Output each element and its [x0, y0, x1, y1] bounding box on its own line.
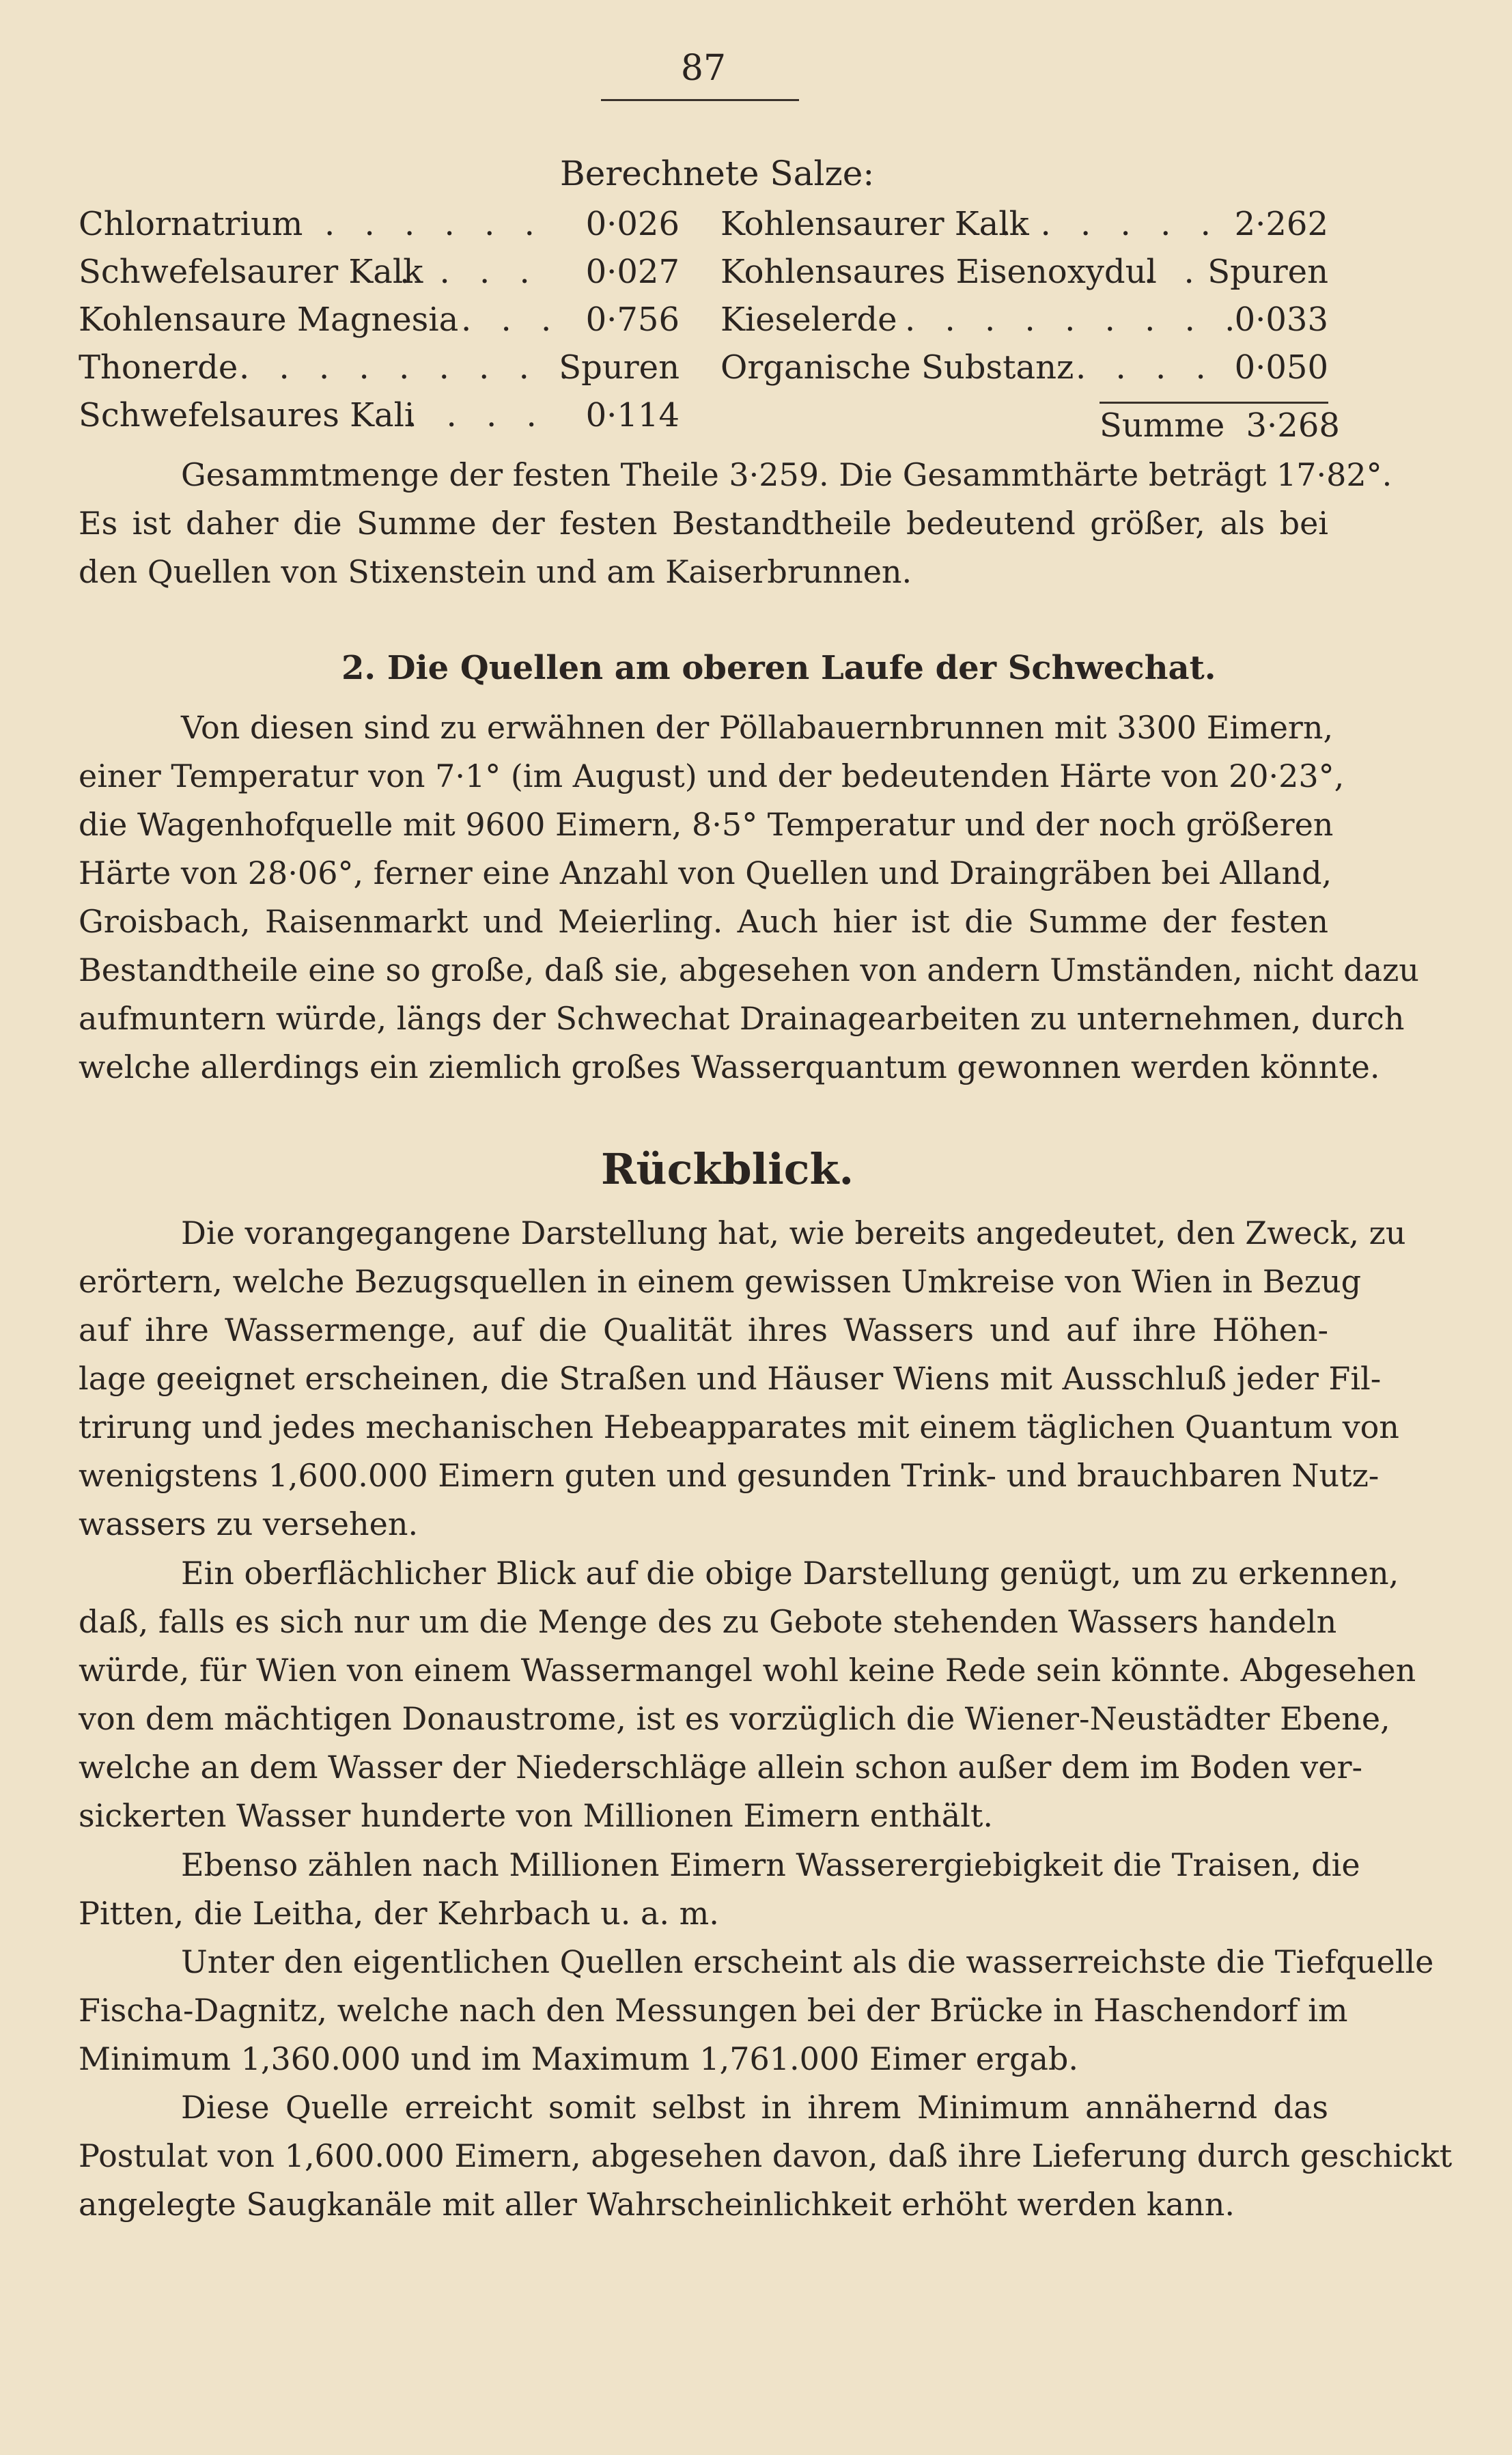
text-line: erörtern, welche Bezugsquellen in einem gewissen Umkreise von Wien in Bezug [79, 1263, 1362, 1300]
salt-value: 0·026 [585, 205, 680, 243]
page-number: 87 [680, 48, 727, 89]
salt-row-right-4 [720, 348, 1328, 396]
salt-row-left-5 [79, 396, 680, 444]
salt-value: 2·262 [1234, 205, 1328, 243]
text-line: Unter den eigentlichen Quellen erscheint als die wasserreichste die Tiefquelle [181, 1943, 1434, 1980]
text-line: trirung und jedes mechanischen Hebeapparates mit einem täglichen Quantum von [79, 1409, 1399, 1445]
text-line: Die vorangegangene Darstellung hat, wie bereits angedeutet, den Zweck, zu [181, 1215, 1406, 1251]
text-line: daß, falls es sich nur um die Menge des zu Gebote stehenden Wassers handeln [79, 1603, 1337, 1640]
leader-dots: . . [1144, 253, 1204, 291]
text-line: einer Temperatur von 7·1° (im August) und der bedeutenden Härte von 20·23°, [79, 758, 1345, 794]
salt-name: Thonerde [79, 348, 238, 387]
computed-salts-heading: Berechnete Salze: [560, 154, 875, 193]
salt-value: 0·756 [585, 301, 680, 339]
salt-name: Kohlensaurer Kalk [720, 205, 1029, 243]
paragraph-2 [79, 1549, 1416, 1840]
paragraph-5 [79, 2083, 1453, 2229]
text-line: Pitten, die Leitha, der Kehrbach u. a. m. [79, 1895, 719, 1932]
text-line: würde, für Wien von einem Wassermangel wohl keine Rede sein könnte. Abgesehen [79, 1652, 1416, 1689]
leader-dots: . . . . [406, 396, 546, 434]
salt-row-left-2 [79, 253, 680, 301]
leader-dots: . . . . . . . . . [239, 348, 579, 387]
text-line: angelegte Saugkanäle mit aller Wahrscheinlichkeit erhöht werden kann. [79, 2186, 1235, 2223]
salt-row-left-3 [79, 301, 680, 348]
text-line: Von diesen sind zu erwähnen der Pöllabauernbrunnen mit 3300 Eimern, [181, 709, 1334, 746]
text-line: wenigstens 1,600.000 Eimern guten und gesunden Trink- und brauchbaren Nutz- [79, 1457, 1380, 1494]
salt-value: 0·027 [585, 253, 680, 291]
leader-dots: . . . . . . [324, 205, 544, 243]
leader-dots: . . . [461, 301, 561, 339]
salt-row-left-1 [79, 205, 680, 253]
sum-total [1100, 406, 1340, 445]
leader-dots: . . . . . . . . . [905, 301, 1245, 339]
section2-paragraph [79, 704, 1419, 1092]
text-line: Groisbach, Raisenmarkt und Meierling. Auch hier ist die Summe der festen [79, 903, 1328, 940]
salt-value: Spuren [559, 348, 680, 387]
salt-row-right-2 [720, 253, 1328, 301]
text-line: Minimum 1,360.000 und im Maximum 1,761.000 Eimer ergab. [79, 2040, 1078, 2077]
text-line: welche an dem Wasser der Niederschläge allein schon außer dem im Boden ver- [79, 1749, 1363, 1786]
text-line: Diese Quelle erreicht somit selbst in ihrem Minimum annähernd das [181, 2089, 1328, 2126]
text-line: sickerten Wasser hunderte von Millionen Eimern enthält. [79, 1797, 993, 1834]
salt-name: Kohlensaures Eisenoxydul [720, 253, 1157, 291]
leader-dots: . . . . . . [1000, 205, 1220, 243]
salt-name: Schwefelsaurer Kalk [79, 253, 423, 291]
text-line: aufmuntern würde, längs der Schwechat Drainagearbeiten zu unternehmen, durch [79, 1000, 1405, 1037]
leader-dots: . . . . [1076, 348, 1216, 387]
salt-value: Spuren [1207, 253, 1328, 291]
text-line: den Quellen von Stixenstein und am Kaiserbrunnen. [79, 553, 912, 590]
sum-value: 3·268 [1246, 406, 1340, 445]
salt-row-right-1 [720, 205, 1328, 253]
salt-row-right-3 [720, 301, 1328, 348]
text-line: von dem mächtigen Donaustrome, ist es vorzüglich die Wiener-Neustädter Ebene, [79, 1700, 1390, 1737]
salt-value: 0·114 [585, 396, 680, 434]
text-line: Postulat von 1,600.000 Eimern, abgesehen davon, daß ihre Lieferung durch geschickt [79, 2137, 1453, 2174]
text-line: die Wagenhofquelle mit 9600 Eimern, 8·5° Temperatur und der noch größeren [79, 806, 1334, 843]
text-line: Es ist daher die Summe der festen Bestandtheile bedeutend größer, als bei [79, 505, 1328, 542]
sum-rule [1100, 402, 1328, 404]
rueckblick-heading: Rückblick. [601, 1144, 854, 1194]
salt-row-left-4 [79, 348, 680, 396]
intro-paragraph [79, 451, 1392, 596]
salt-value: 0·050 [1234, 348, 1328, 387]
paragraph-4 [79, 1938, 1434, 2083]
text-line: Bestandtheile eine so große, daß sie, abgesehen von andern Umständen, nicht dazu [79, 952, 1419, 988]
salt-name: Chlornatrium [79, 205, 303, 243]
text-line: wassers zu versehen. [79, 1506, 419, 1542]
salt-name: Kieselerde [720, 301, 897, 339]
text-line: auf ihre Wassermenge, auf die Qualität ihres Wassers und auf ihre Höhen- [79, 1312, 1328, 1348]
text-line: welche allerdings ein ziemlich großes Wasserquantum gewonnen werden könnte. [79, 1049, 1380, 1085]
salt-name: Kohlensaure Magnesia [79, 301, 459, 339]
sum-label: Summe [1100, 406, 1225, 445]
salt-name: Organische Substanz [720, 348, 1074, 387]
leader-dots: . . . . [400, 253, 540, 291]
subsection-heading: 2. Die Quellen am oberen Laufe der Schwechat. [341, 649, 1216, 687]
text-line: Härte von 28·06°, ferner eine Anzahl von Quellen und Draingräben bei Alland, [79, 855, 1332, 891]
paragraph-3 [79, 1841, 1360, 1938]
salt-name: Schwefelsaures Kali [79, 396, 415, 434]
salt-value: 0·033 [1234, 301, 1328, 339]
text-line: Ein oberflächlicher Blick auf die obige Darstellung genügt, um zu erkennen, [181, 1555, 1399, 1592]
paragraph-1 [79, 1209, 1406, 1549]
text-line: Gesammtmenge der festen Theile 3·259. Die Gesammthärte beträgt 17·82°. [181, 456, 1392, 493]
text-line: Fischa-Dagnitz, welche nach den Messungen bei der Brücke in Haschendorf im [79, 1992, 1348, 2029]
text-line: lage geeignet erscheinen, die Straßen und Häuser Wiens mit Ausschluß jeder Fil- [79, 1360, 1382, 1397]
header-rule [601, 99, 799, 101]
text-line: Ebenso zählen nach Millionen Eimern Wasserergiebigkeit die Traisen, die [181, 1846, 1360, 1883]
